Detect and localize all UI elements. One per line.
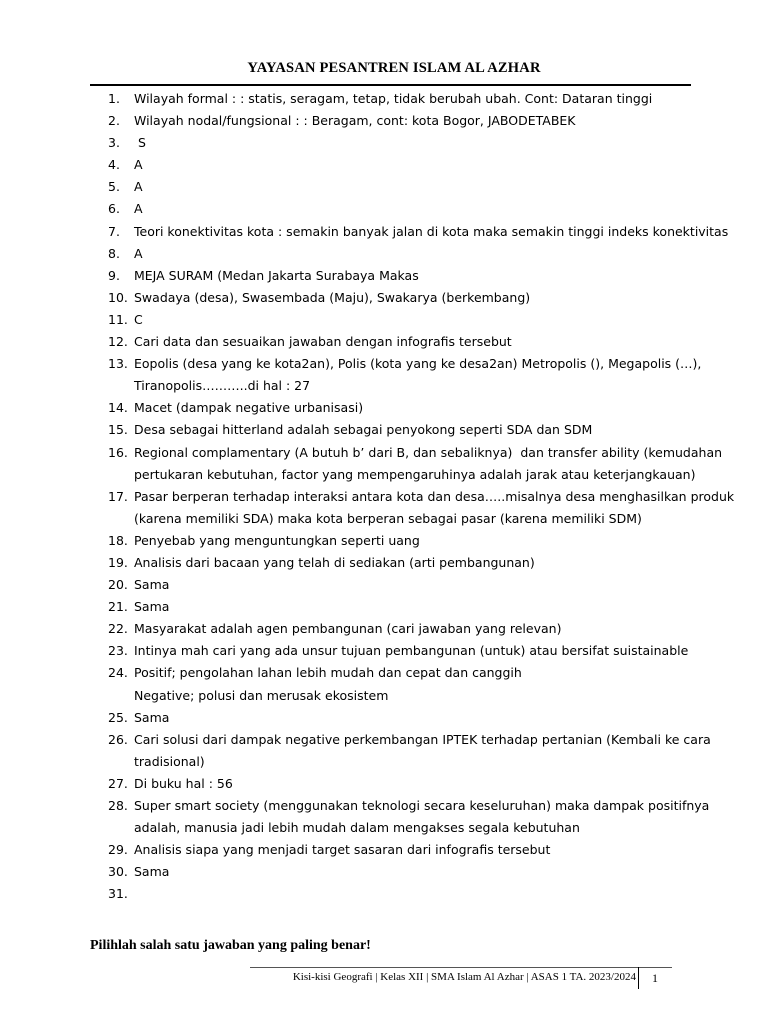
instruction-text: Pilihlah salah satu jawaban yang paling benar! [90, 938, 371, 953]
answer-number: 27. [108, 775, 128, 791]
answer-text [134, 530, 698, 552]
answer-item [108, 486, 735, 530]
answer-text [134, 596, 698, 618]
answer-number: 14. [108, 400, 128, 416]
answer-item [108, 795, 710, 839]
answer-number: 5. [108, 179, 120, 195]
answer-line: C [134, 311, 143, 327]
answer-number: 16. [108, 444, 128, 460]
answer-line: Wilayah nodal/fungsional : : Beragam, cont: kota Bogor, JABODETABEK [134, 113, 576, 129]
answer-line: MEJA SURAM (Medan Jakarta Surabaya Makas [134, 267, 419, 283]
answer-line: A [134, 179, 143, 195]
answer-number: 10. [108, 289, 128, 305]
answer-item [108, 265, 698, 287]
answer-text [134, 486, 734, 530]
answer-number: 26. [108, 731, 128, 747]
answer-item [108, 331, 698, 353]
answer-text [134, 574, 698, 596]
answer-number: 9. [108, 267, 120, 283]
answer-number: 2. [108, 113, 120, 129]
answer-item [108, 110, 698, 132]
answer-text [134, 265, 698, 287]
answer-item [108, 353, 702, 397]
answer-item [108, 773, 698, 795]
answer-text [134, 729, 711, 773]
answer-text [134, 618, 698, 640]
answer-number: 15. [108, 422, 128, 438]
answer-line: A [134, 201, 143, 217]
answer-number: 24. [108, 665, 128, 681]
answer-number: 13. [108, 356, 128, 372]
answer-item [108, 243, 698, 265]
answer-item [108, 839, 698, 861]
answer-text [134, 861, 698, 883]
answer-line: Super smart society (menggunakan teknologi secara keseluruhan) maka dampak positifnya [134, 798, 710, 813]
answer-line: Analisis dari bacaan yang telah di sediakan (arti pembangunan) [134, 554, 535, 570]
answer-line: Positif; pengolahan lahan lebih mudah dan cepat dan canggih [134, 665, 522, 681]
answer-text [134, 662, 698, 706]
answer-item [108, 618, 698, 640]
page-title: YAYASAN PESANTREN ISLAM AL AZHAR [247, 60, 541, 76]
answer-item [108, 729, 711, 773]
answer-item [108, 662, 698, 706]
answer-list [108, 88, 735, 905]
answer-line: Eopolis (desa yang ke kota2an), Polis (kota yang ke desa2an) Metropolis (), Megapolis (…), [134, 356, 702, 372]
answer-item [108, 707, 698, 729]
answer-line: Desa sebagai hitterland adalah sebagai penyokong seperti SDA dan SDM [134, 422, 593, 438]
answer-text [134, 707, 698, 729]
answer-text [134, 839, 698, 861]
answer-text [134, 883, 698, 905]
answer-line [134, 883, 698, 905]
answer-text [134, 88, 698, 110]
answer-item [108, 883, 698, 905]
answer-line: Cari data dan sesuaikan jawaban dengan infografis tersebut [134, 334, 512, 350]
answer-number: 29. [108, 842, 128, 858]
answer-text [134, 132, 698, 154]
answer-line: Penyebab yang menguntungkan seperti uang [134, 532, 420, 548]
answer-item [108, 88, 698, 110]
answer-text [134, 176, 698, 198]
footer-separator [638, 967, 639, 989]
answer-item [108, 221, 729, 243]
answer-line: Teori konektivitas kota : semakin banyak jalan di kota maka semakin tinggi indeks konektivitas [134, 223, 729, 239]
answer-line: tradisional) [134, 753, 205, 769]
answer-item [108, 309, 698, 331]
answer-number: 21. [108, 599, 128, 615]
answer-line: adalah, manusia jadi lebih mudah dalam mengakses segala kebutuhan [134, 820, 580, 836]
answer-number: 25. [108, 709, 128, 725]
answer-number: 4. [108, 157, 120, 173]
answer-text [134, 353, 701, 397]
answer-line: Pasar berperan terhadap interaksi antara kota dan desa…..misalnya desa menghasilkan produk [134, 488, 735, 504]
answer-number: 12. [108, 334, 128, 350]
answer-text [134, 442, 722, 486]
answer-line: Sama [134, 709, 170, 725]
answer-item [108, 397, 698, 419]
answer-item [108, 861, 698, 883]
answer-line: Cari solusi dari dampak negative perkembangan IPTEK terhadap pertanian (Kembali ke cara [134, 731, 711, 747]
answer-line: Tiranopolis………..di hal : 27 [134, 378, 311, 394]
answer-item [108, 640, 698, 662]
answer-text [134, 795, 709, 839]
answer-text [134, 397, 698, 419]
answer-item [108, 154, 698, 176]
answer-number: 3. [108, 135, 120, 151]
answer-line: (karena memiliki SDA) maka kota berperan sebagai pasar (karena memiliki SDM) [134, 510, 642, 526]
answer-item [108, 442, 723, 486]
answer-number: 30. [108, 864, 128, 880]
answer-text [134, 640, 698, 662]
answer-text [134, 198, 698, 220]
answer-text [134, 110, 698, 132]
answer-number: 11. [108, 311, 128, 327]
answer-text [134, 221, 728, 243]
answer-number: 6. [108, 201, 120, 217]
footer-divider [250, 967, 672, 968]
answer-text [134, 243, 698, 265]
answer-text [134, 154, 698, 176]
answer-line: S [134, 135, 146, 151]
title-underline [90, 84, 691, 86]
answer-number: 18. [108, 532, 128, 548]
answer-line: Regional complamentary (A butuh b’ dari B, dan sebaliknya) dan transfer ability (kemudahan [134, 444, 723, 460]
answer-text [134, 552, 698, 574]
answer-number: 31. [108, 886, 128, 902]
answer-text [134, 331, 698, 353]
answer-line: A [134, 245, 143, 261]
answer-number: 23. [108, 643, 128, 659]
answer-number: 7. [108, 223, 120, 239]
answer-line: pertukaran kebutuhan, factor yang mempengaruhinya adalah jarak atau keterjangkauan) [134, 466, 696, 482]
answer-text [134, 287, 698, 309]
answer-item [108, 132, 698, 154]
answer-line: Negative; polusi dan merusak ekosistem [134, 687, 389, 703]
answer-line: Intinya mah cari yang ada unsur tujuan pembangunan (untuk) atau bersifat suistainable [134, 643, 689, 659]
answer-item [108, 287, 698, 309]
answer-item [108, 419, 698, 441]
answer-line: Sama [134, 599, 170, 615]
answer-line: Macet (dampak negative urbanisasi) [134, 400, 364, 416]
footer-text: Kisi-kisi Geografi | Kelas XII | SMA Islam Al Azhar | ASAS 1 TA. 2023/2024 [292, 971, 636, 983]
answer-item [108, 176, 698, 198]
answer-text [134, 419, 698, 441]
answer-number: 19. [108, 554, 128, 570]
answer-item [108, 198, 698, 220]
answer-text [134, 773, 698, 795]
answer-number: 17. [108, 488, 128, 504]
answer-number: 8. [108, 245, 120, 261]
answer-text [134, 309, 698, 331]
page-number: 1 [652, 971, 658, 985]
answer-line: Wilayah formal : : statis, seragam, tetap, tidak berubah ubah. Cont: Dataran tinggi [134, 91, 653, 106]
answer-line: Sama [134, 577, 170, 593]
answer-line: Di buku hal : 56 [134, 775, 233, 791]
answer-number: 20. [108, 577, 128, 593]
answer-item [108, 574, 698, 596]
answer-line: Masyarakat adalah agen pembangunan (cari jawaban yang relevan) [134, 621, 562, 637]
answer-line: Swadaya (desa), Swasembada (Maju), Swakarya (berkembang) [134, 289, 531, 305]
answer-number: 22. [108, 621, 128, 637]
answer-number: 28. [108, 798, 128, 813]
answer-line: Analisis siapa yang menjadi target sasaran dari infografis tersebut [134, 842, 551, 858]
answer-item [108, 596, 698, 618]
answer-line: Sama [134, 864, 170, 880]
answer-number: 1. [108, 91, 120, 106]
answer-item [108, 530, 698, 552]
answer-item [108, 552, 698, 574]
answer-line: A [134, 157, 143, 173]
